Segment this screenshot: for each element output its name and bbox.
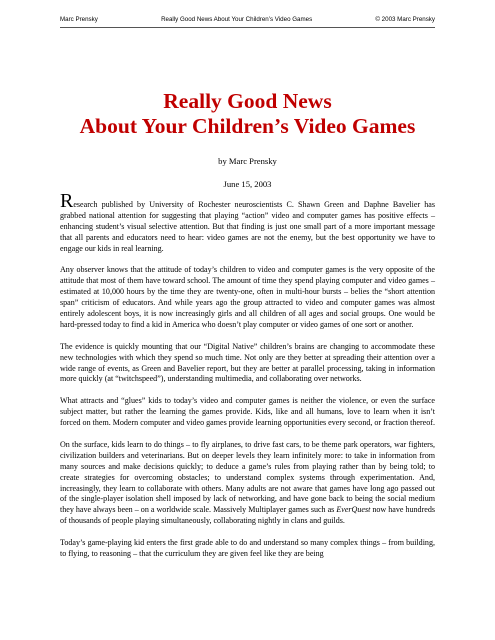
header-rule <box>60 27 435 28</box>
paragraph-4: What attracts and “glues” kids to today’s video and computer games is neither the violence, or even the surface subject matter, but rather the learning the games provide. Kids, like and all humans, love to learn when it isn’t forced on them. Modern computer and video games provide learning opportunities every second, or fraction thereof. <box>60 396 435 428</box>
title-line-2: About Your Children’s Video Games <box>79 114 416 138</box>
page-header <box>60 16 435 23</box>
publish-date: June 15, 2003 <box>223 179 272 189</box>
header-author: Marc Prensky <box>60 16 98 23</box>
paragraph-5-text-a: On the surface, kids learn to do things – to fly airplanes, to drive fast cars, to be theme park operators, war fighters, civilization builders and veterinarians. But on deeper levels they learn infinitely more: to take in information from many sources and make decisions quickly; to deduce a game’s rules from playing rather than by being told; to create strategies for overcoming obstacles; to understand complex systems through experimentation. And, increasingly, they learn to collaborate with others. Many adults are not aware that games have long ago passed out of the single-player isolation shell imposed by lack of networking, and have gone back to being the social medium they have always been – on a worldwide scale. Massively Multiplayer games such as <box>60 439 435 515</box>
paragraph-6: Today’s game-playing kid enters the first grade able to do and understand so many complex things – from building, to flying, to reasoning – that the curriculum they are given feel like they are being <box>60 538 435 558</box>
paragraph-1 <box>60 190 435 255</box>
header-title: Really Good News About Your Children’s Video Games <box>161 16 313 23</box>
header-copyright: © 2003 Marc Prensky <box>375 16 435 23</box>
document-title <box>40 89 455 139</box>
paragraph-5-text-b: now have hundreds of thousands of people playing simultaneously, collaborating nightly in clans and guilds. <box>60 505 435 526</box>
article-body <box>60 190 435 571</box>
paragraph-3: The evidence is quickly mounting that our “Digital Native” children’s brains are changing to accommodate these new technologies with which they spend so much time. Not only are they better at spreading their attention over a wide range of events, as Green and Bavelier report, but they are better at parallel processing, taking in information more quickly (at “twitchspeed”), understanding multimedia, and collaborating over networks. <box>60 341 435 384</box>
drop-cap: R <box>60 190 74 212</box>
paragraph-5 <box>60 440 435 527</box>
paragraph-1-text: esearch published by University of Rochester neuroscientists C. Shawn Green and Daphne Bavelier has grabbed national attention for suggesting that playing “action” video and computer games has positive effects – enhancing student’s visual selective attention. But that finding is just one small part of a more important message that all parents and educators need to hear: video games are not the enemy, but the best opportunity we have to engage our kids in real learning. <box>60 200 435 253</box>
paragraph-2: Any observer knows that the attitude of today’s children to video and computer games is the very opposite of the attitude that most of them have toward school. The amount of time they spend playing computer and video games – estimated at 10,000 hours by the time they are twenty-one, often in multi-hour bursts – belies the “short attention span” criticism of educators. And while years ago the group attracted to video and computer games was almost entirely adolescent boys, it is now increasingly girls and all children of all ages and social groups. One would be hard-pressed today to find a kid in America who doesn’t play computer or video games of one sort or another. <box>60 265 435 329</box>
byline: by Marc Prensky <box>218 156 277 166</box>
game-title-everquest: EverQuest <box>336 505 371 515</box>
title-line-1: Really Good News <box>163 89 332 113</box>
